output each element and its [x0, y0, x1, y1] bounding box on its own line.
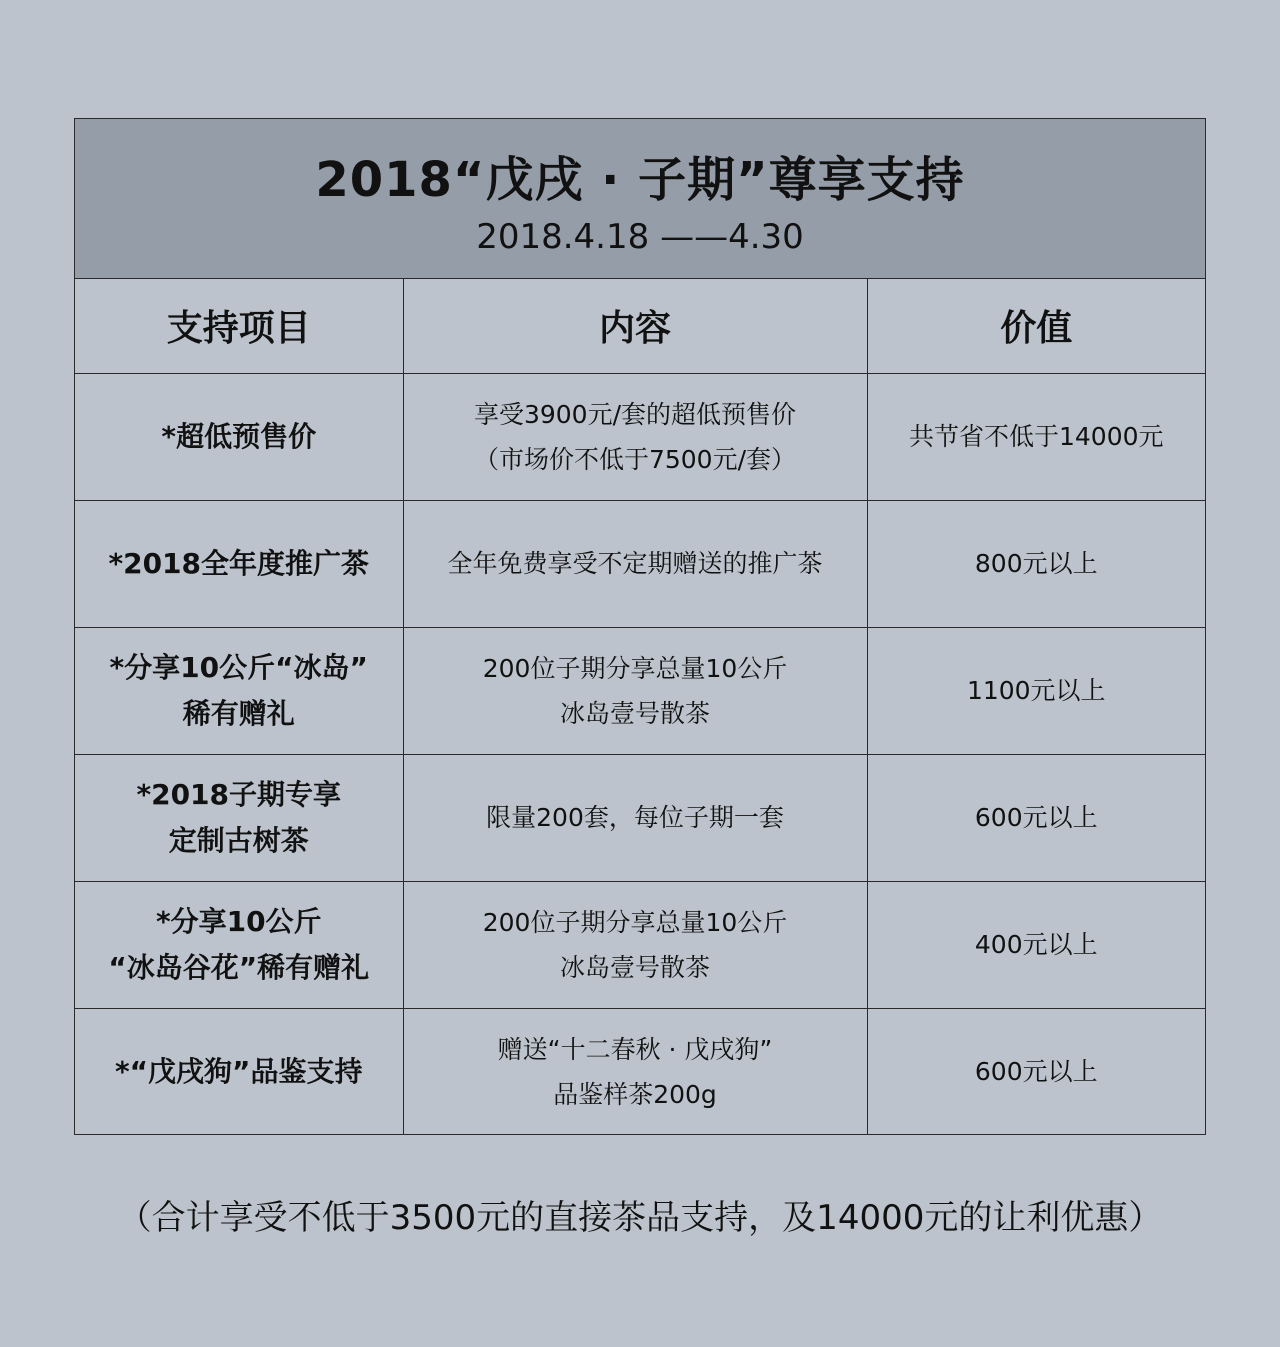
- table-row: [75, 754, 1205, 881]
- content-line: 全年免费享受不定期赠送的推广茶: [447, 549, 823, 578]
- value-cell: 共节省不低于14000元: [867, 373, 1205, 500]
- item-line: *“戊戌狗”品鉴支持: [115, 1054, 363, 1088]
- content-line: 赠送“十二春秋 · 戊戌狗”: [497, 1034, 773, 1064]
- item-cell: [75, 881, 403, 1008]
- content-cell: [403, 754, 867, 881]
- item-line: 定制古树茶: [168, 823, 309, 857]
- table-header-banner: [75, 119, 1205, 279]
- item-cell: [75, 754, 403, 881]
- content-line: （市场价不低于7500元/套）: [473, 444, 797, 474]
- value-cell: 800元以上: [867, 500, 1205, 627]
- content-line: 冰岛壹号散茶: [559, 952, 710, 982]
- content-line: 200位子期分享总量10公斤: [482, 653, 788, 683]
- item-cell: [75, 1008, 403, 1135]
- date-range: 2018.4.18 ——4.30: [476, 217, 804, 257]
- item-line: *超低预售价: [161, 419, 317, 453]
- value-cell: 600元以上: [867, 754, 1205, 881]
- content-line: 冰岛壹号散茶: [559, 698, 710, 728]
- item-line: *分享10公斤: [155, 904, 322, 938]
- item-cell: [75, 627, 403, 754]
- content-line: 享受3900元/套的超低预售价: [473, 399, 797, 429]
- content-cell: [403, 500, 867, 627]
- column-header-value: 价值: [867, 279, 1205, 373]
- table-row: [75, 373, 1205, 500]
- item-line: *2018全年度推广茶: [108, 546, 370, 580]
- value-cell: 600元以上: [867, 1008, 1205, 1135]
- content-line: 品鉴样茶200g: [553, 1079, 717, 1109]
- item-line: “冰岛谷花”稀有赠礼: [108, 950, 370, 984]
- content-cell: [403, 627, 867, 754]
- content-cell: [403, 373, 867, 500]
- support-table: [75, 279, 1205, 1135]
- table-row: [75, 627, 1205, 754]
- table-header-row: [75, 279, 1205, 373]
- table-row: [75, 500, 1205, 627]
- column-header-content: 内容: [403, 279, 867, 373]
- content-line: 200位子期分享总量10公斤: [482, 907, 788, 937]
- item-line: 稀有赠礼: [182, 696, 295, 730]
- value-cell: 400元以上: [867, 881, 1205, 1008]
- summary-note: （合计享受不低于3500元的直接茶品支持，及14000元的让利优惠）: [117, 1198, 1163, 1238]
- table-row: [75, 881, 1205, 1008]
- item-cell: [75, 500, 403, 627]
- content-cell: [403, 881, 867, 1008]
- item-cell: [75, 373, 403, 500]
- value-cell: 1100元以上: [867, 627, 1205, 754]
- item-line: *分享10公斤“冰岛”: [109, 650, 368, 684]
- support-table-card: [74, 118, 1206, 1135]
- item-line: *2018子期专享: [136, 777, 342, 811]
- content-cell: [403, 1008, 867, 1135]
- column-header-item: 支持项目: [75, 279, 403, 373]
- table-row: [75, 1008, 1205, 1135]
- page-title: 2018“戊戌 · 子期”尊享支持: [315, 152, 965, 208]
- content-line: 限量200套，每位子期一套: [486, 803, 784, 832]
